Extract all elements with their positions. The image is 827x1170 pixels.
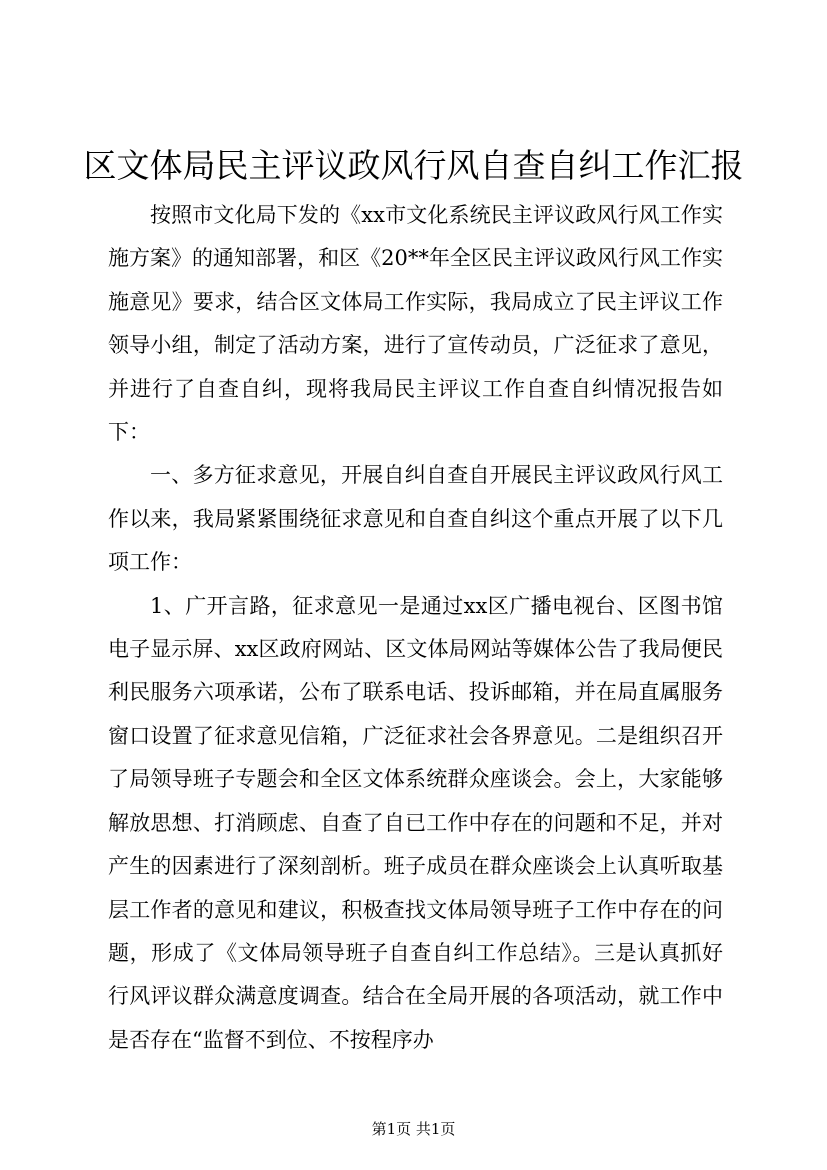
document-title: 区文体局民主评议政风行风自查自纠工作汇报 bbox=[83, 146, 744, 185]
paragraph-item-one: 1、广开言路，征求意见一是通过xx区广播电视台、区图书馆电子显示屏、xx区政府网站、区文体局网站等媒体公告了我局便民利民服务六项承诺，公布了联系电话、投诉邮箱，并在局直属服务窗口设置了征求意见信箱，广泛征求社会各界意见。二是组织召开了局领导班子专题会和全区文体系统群众座谈会。会上，大家能够解放思想、打消顾虑、自查了自已工作中存在的问题和不足，并对产生的因素进行了深刻剖析。班子成员在群众座谈会上认真听取基层工作者的意见和建议，积极查找文体局领导班子工作中存在的问题，形成了《文体局领导班子自查自纠工作总结》。三是认真抓好行风评议群众满意度调查。结合在全局开展的各项活动，就工作中是否存在“监督不到位、不按程序办 bbox=[108, 593, 723, 1052]
paragraph-section-one: 一、多方征求意见，开展自纠自查自开展民主评议政风行风工作以来，我局紧紧围绕征求意见和自查自纠这个重点开展了以下几项工作： bbox=[108, 463, 723, 575]
paragraph-intro: 按照市文化局下发的《xx市文化系统民主评议政风行风工作实施方案》的通知部署，和区《20**年全区民主评议政风行风工作实施意见》要求，结合区文体局工作实际，我局成立了民主评议工作领导小组，制定了活动方案，进行了宣传动员，广泛征求了意见，并进行了自查自纠，现将我局民主评议工作自查自纠情况报告如下： bbox=[108, 203, 723, 445]
document-body bbox=[108, 194, 723, 1062]
page-footer: 第1页 共1页 bbox=[371, 1120, 456, 1138]
